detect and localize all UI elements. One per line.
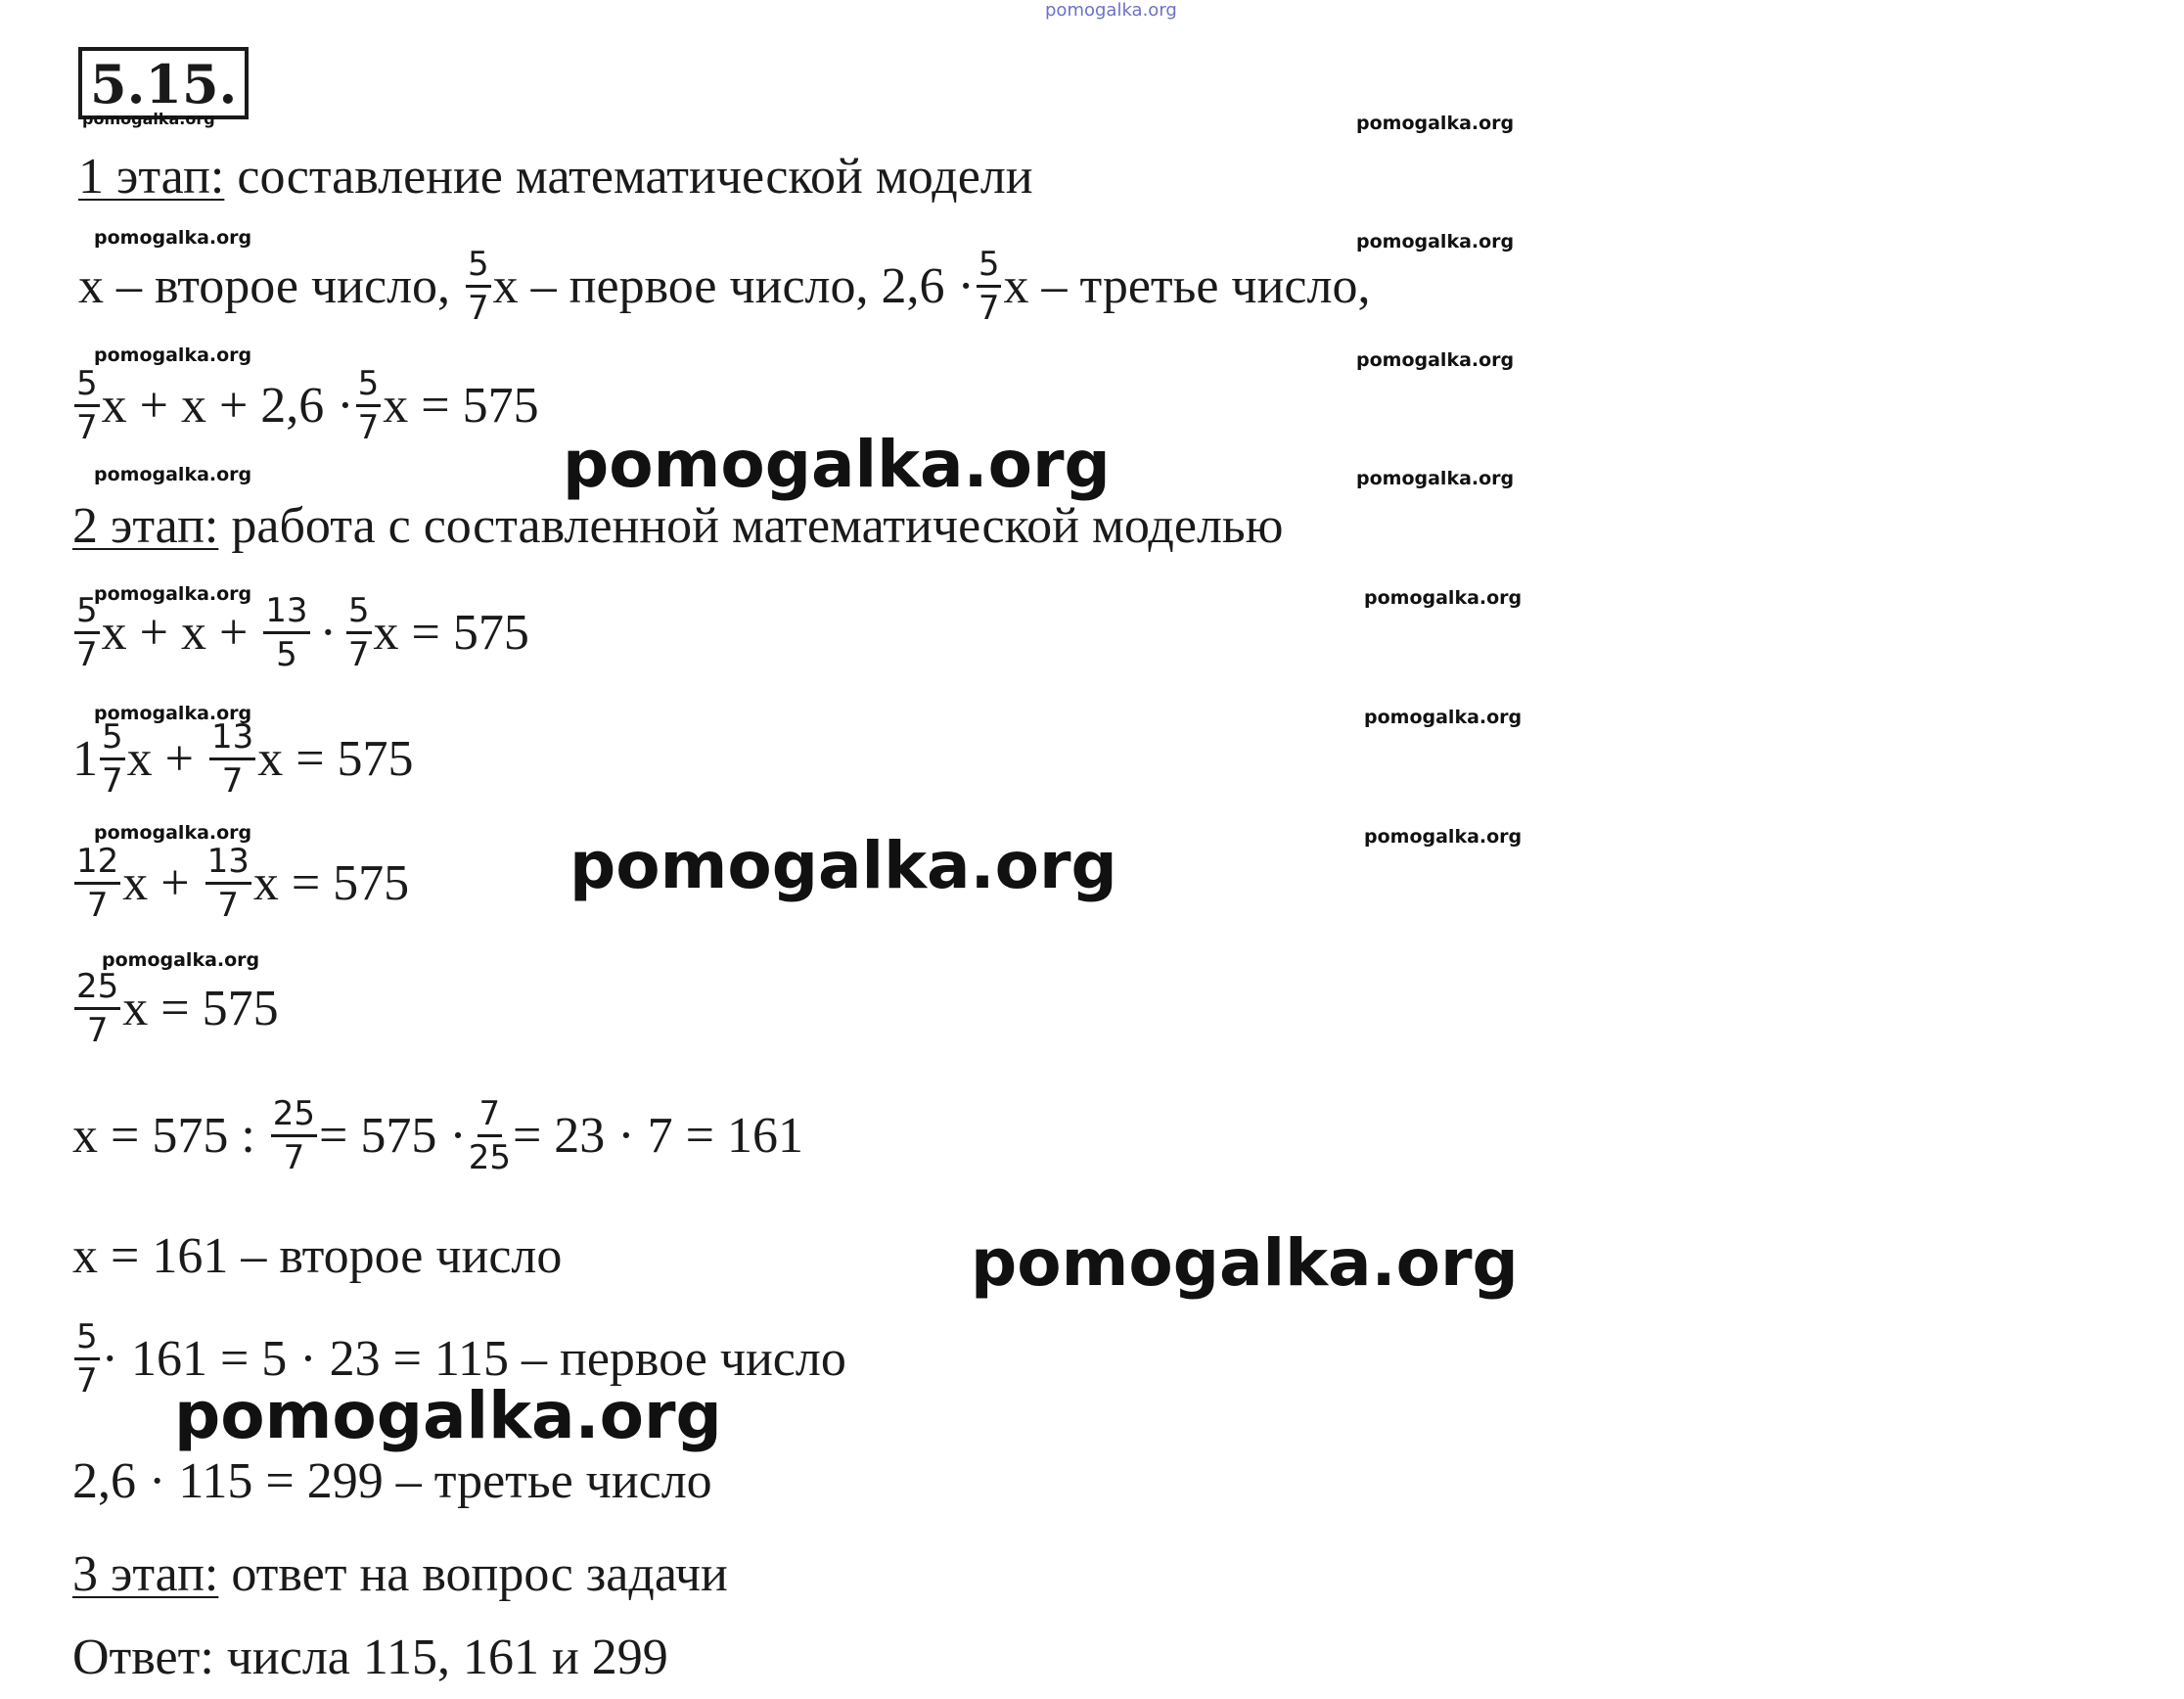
model-line bbox=[78, 247, 1370, 328]
answer: Ответ: числа 115, 161 и 299 bbox=[72, 1630, 668, 1685]
step-1-part2: x = 575 bbox=[373, 605, 529, 662]
stage1-heading bbox=[78, 149, 1033, 205]
step-4-part1: x = 575 bbox=[122, 981, 279, 1037]
watermark-small: pomogalka.org bbox=[82, 110, 215, 128]
watermark-small: pomogalka.org bbox=[94, 344, 252, 366]
fraction: $\frac{25}{7}$ bbox=[272, 1094, 316, 1178]
fraction: $\frac{5}{7}$ bbox=[76, 1317, 98, 1401]
fraction: $\frac{5}{7}$ bbox=[76, 591, 98, 675]
stage3-label: 3 этап: bbox=[72, 1546, 219, 1602]
step-4 bbox=[72, 969, 279, 1050]
model-x-third: x – третье число, bbox=[1003, 258, 1371, 315]
watermark-big: pomogalka.org bbox=[971, 1225, 1519, 1301]
step-3-part1: x + bbox=[122, 855, 190, 912]
watermark-small: pomogalka.org bbox=[94, 464, 252, 485]
fraction: $\frac{7}{25}$ bbox=[468, 1094, 511, 1178]
step-8: 2,6 · 115 = 299 – третье число bbox=[72, 1453, 712, 1509]
stage1-text: составление математической модели bbox=[224, 149, 1033, 205]
stage3-text: ответ на вопрос задачи bbox=[218, 1546, 728, 1602]
watermark-small: pomogalka.org bbox=[1356, 349, 1515, 371]
equation-1 bbox=[72, 366, 539, 447]
step-1-part1: x + x + bbox=[101, 605, 249, 662]
step-6: x = 161 – второе число bbox=[72, 1228, 563, 1284]
stage1-label: 1 этап: bbox=[78, 149, 225, 205]
stage2-label: 2 этап: bbox=[72, 498, 219, 554]
step-3 bbox=[72, 844, 409, 925]
watermark-small: pomogalka.org bbox=[1364, 826, 1523, 848]
step-2 bbox=[72, 719, 414, 801]
fraction: $\frac{13}{7}$ bbox=[206, 842, 250, 926]
step-5-part1: x = 575 : bbox=[72, 1108, 255, 1165]
watermark-small: pomogalka.org bbox=[94, 583, 252, 605]
watermark-small: pomogalka.org bbox=[94, 703, 252, 724]
watermark-big: pomogalka.org bbox=[563, 427, 1111, 502]
fraction: $\frac{5}{7}$ bbox=[468, 245, 489, 329]
fraction: $\frac{5}{7}$ bbox=[102, 717, 123, 802]
step-7-text: · 161 = 5 · 23 = 115 – первое число bbox=[101, 1331, 846, 1388]
fraction: $\frac{5}{7}$ bbox=[357, 364, 380, 448]
stage2-heading bbox=[72, 498, 1284, 554]
step-1-dot: · bbox=[319, 605, 337, 662]
fraction: $\frac{5}{7}$ bbox=[347, 591, 370, 675]
watermark-big: pomogalka.org bbox=[174, 1378, 722, 1453]
step-2-whole: 1 bbox=[72, 731, 98, 788]
watermark-small: pomogalka.org bbox=[1356, 113, 1515, 134]
watermark-small: pomogalka.org bbox=[1364, 707, 1523, 728]
step-2-part2: x = 575 bbox=[257, 731, 414, 788]
step-3-part2: x = 575 bbox=[252, 855, 410, 912]
equation-1-part2: x = 575 bbox=[383, 378, 539, 435]
fraction: $\frac{5}{7}$ bbox=[978, 245, 1000, 329]
model-x-second: x – второе число, bbox=[78, 258, 451, 315]
equation-1-part1: x + x + 2,6 · bbox=[101, 378, 354, 435]
fraction: $\frac{13}{5}$ bbox=[265, 591, 308, 675]
step-5-part2: = 575 · bbox=[319, 1108, 467, 1165]
step-1 bbox=[72, 593, 529, 674]
watermark-small: pomogalka.org bbox=[102, 949, 260, 971]
fraction: $\frac{13}{7}$ bbox=[210, 717, 254, 802]
problem-number: 5.15. bbox=[78, 47, 249, 119]
step-2-part1: x + bbox=[126, 731, 194, 788]
step-5-part3: = 23 · 7 = 161 bbox=[512, 1108, 803, 1165]
stage3-heading bbox=[72, 1546, 728, 1602]
fraction: $\frac{5}{7}$ bbox=[76, 364, 98, 448]
step-7 bbox=[72, 1319, 846, 1401]
watermark-small: pomogalka.org bbox=[1356, 231, 1515, 253]
stage2-text: работа с составленной математической моделью bbox=[218, 498, 1284, 554]
step-5 bbox=[72, 1096, 803, 1177]
fraction: $\frac{12}{7}$ bbox=[76, 842, 119, 926]
model-x-first: x – первое число, 2,6 · bbox=[492, 258, 975, 315]
watermark-small: pomogalka.org bbox=[1356, 468, 1515, 489]
watermark-small: pomogalka.org bbox=[94, 822, 252, 844]
fraction: $\frac{25}{7}$ bbox=[76, 967, 119, 1051]
watermark-top: pomogalka.org bbox=[1045, 0, 1177, 21]
watermark-big: pomogalka.org bbox=[569, 828, 1117, 903]
watermark-small: pomogalka.org bbox=[94, 227, 252, 249]
watermark-small: pomogalka.org bbox=[1364, 587, 1523, 609]
